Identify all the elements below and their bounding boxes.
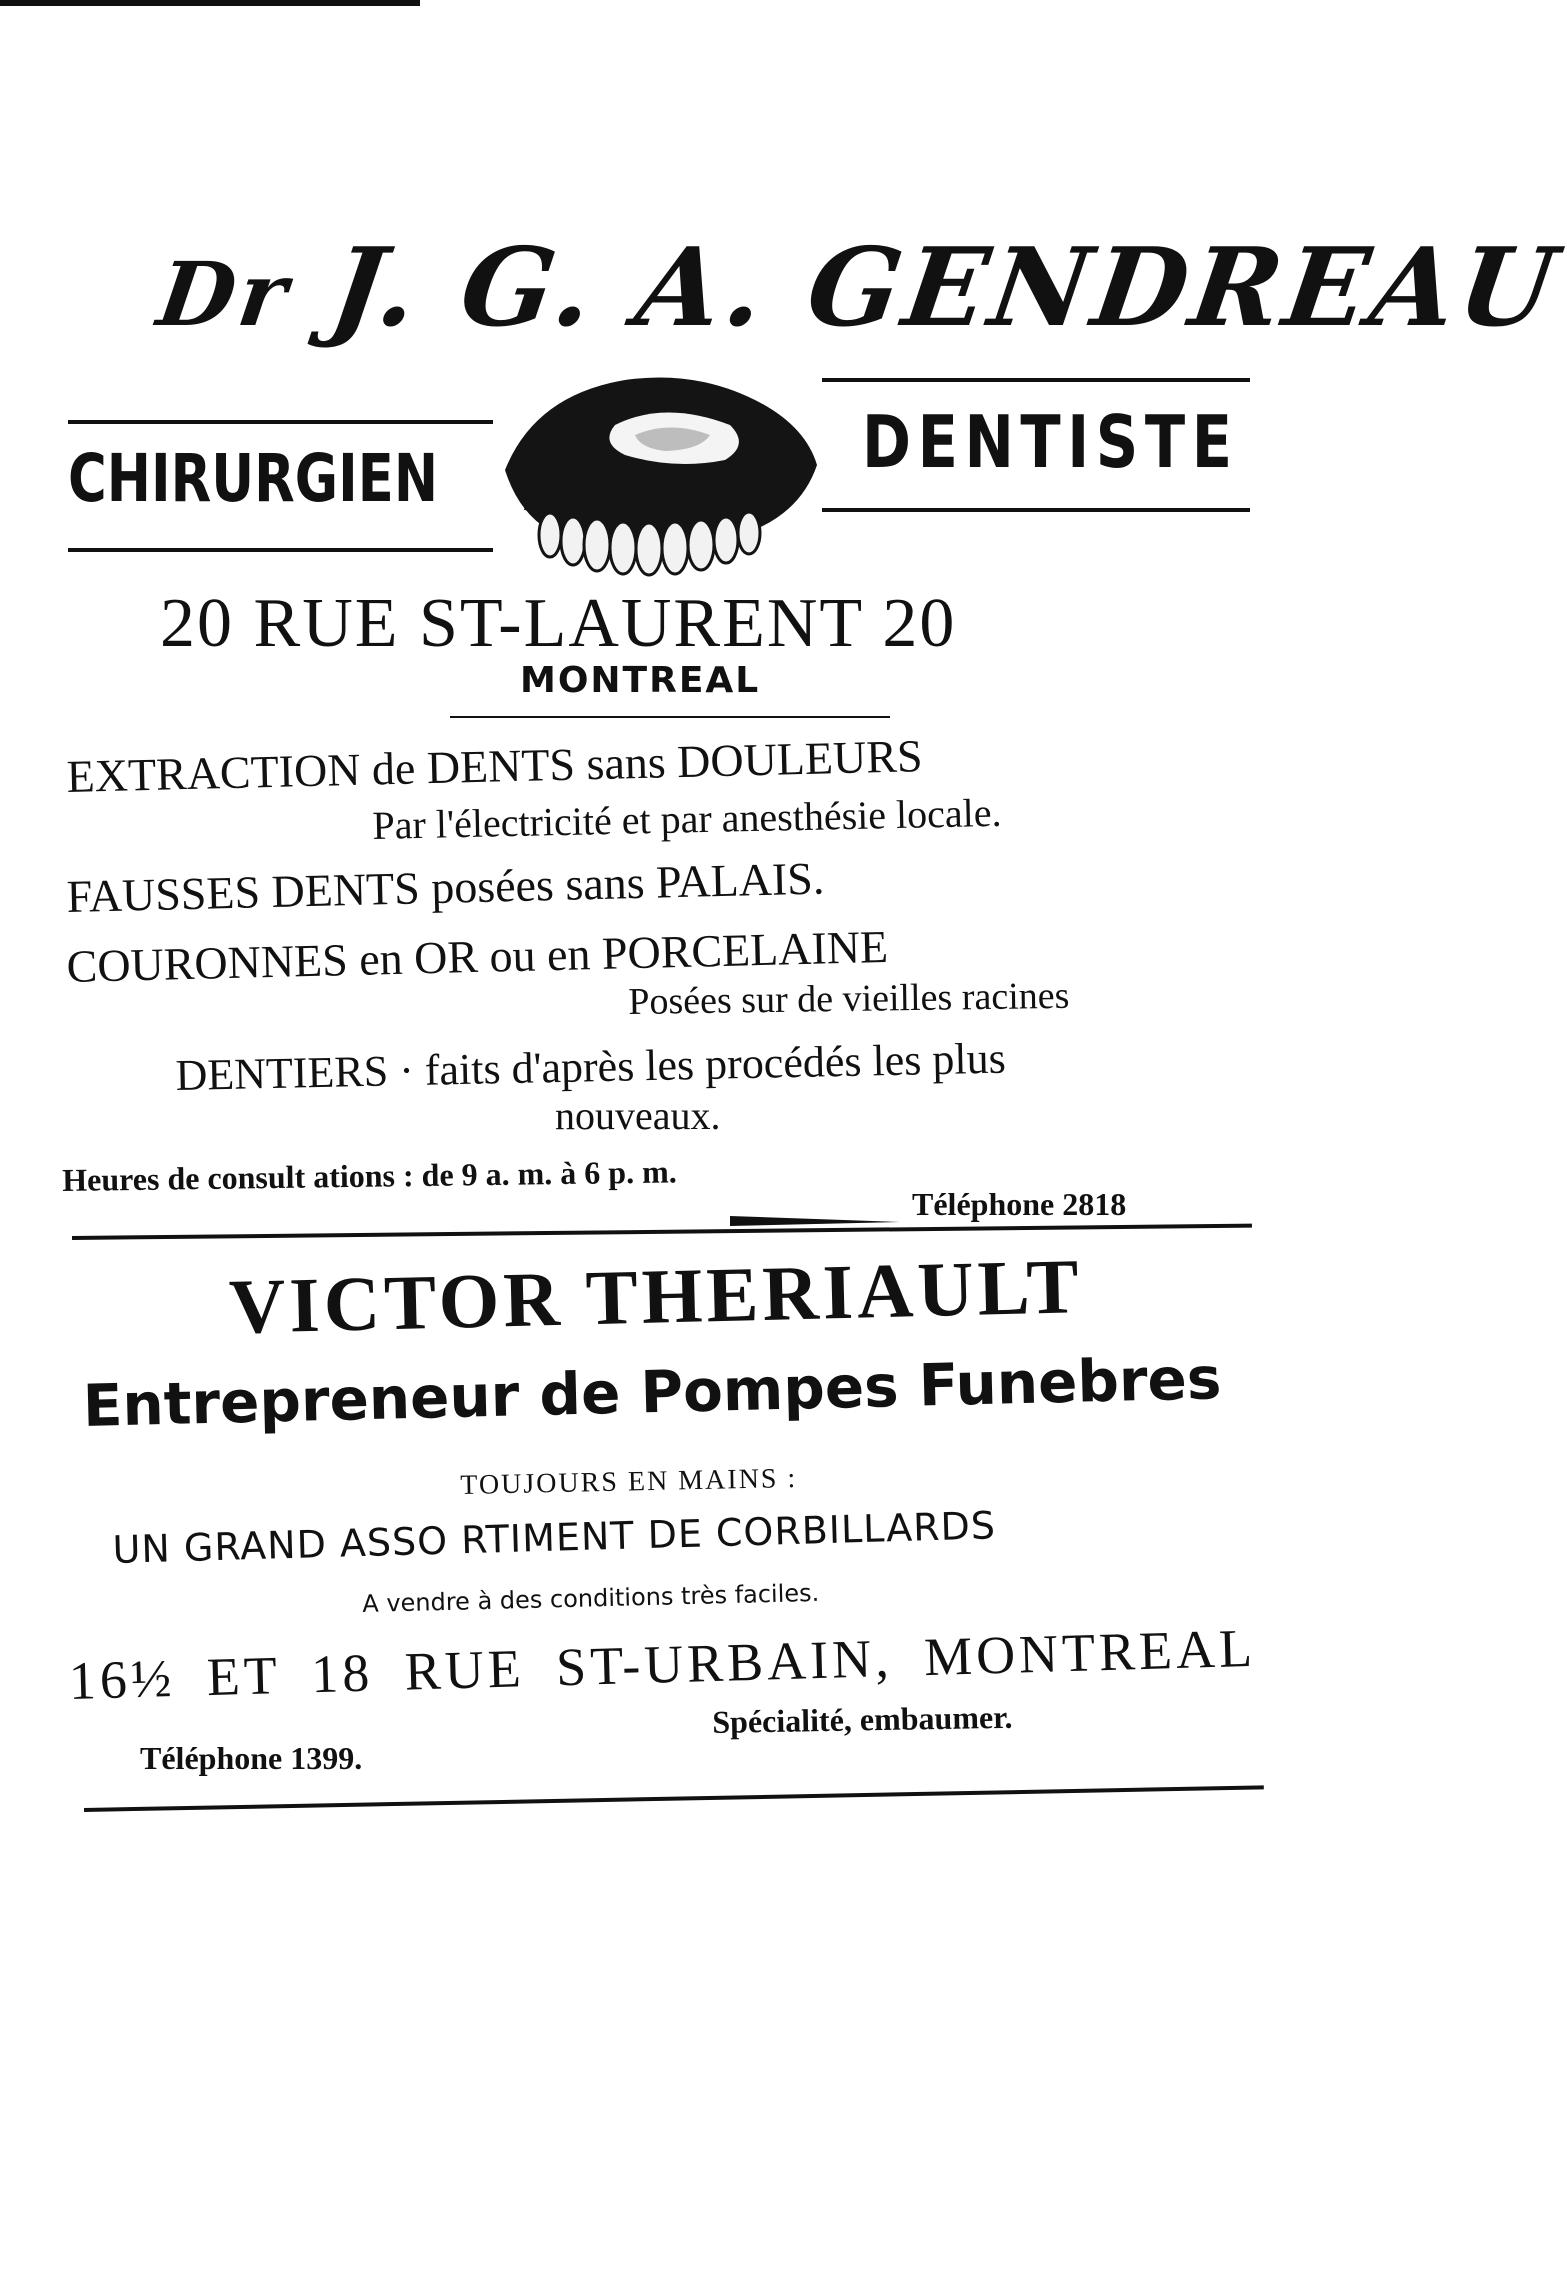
- rule-right-bottom: [822, 508, 1250, 512]
- dentures-icon: [495, 355, 825, 580]
- undertaker-specialty: Spécialité, embaumer.: [712, 1698, 1013, 1740]
- sale-conditions: A vendre à des conditions très faciles.: [362, 1578, 820, 1618]
- undertaker-name: VICTOR THERIAULT: [228, 1242, 1084, 1350]
- dentist-name: J. G. A. GENDREAU: [323, 225, 1567, 351]
- always-in-stock: TOUJOURS EN MAINS :: [460, 1462, 798, 1501]
- service-dentures: DENTIERS · faits d'après les procédés les plus: [175, 1033, 1007, 1100]
- name-prefix: Dr: [151, 242, 298, 346]
- service-dentures-detail: nouveaux.: [555, 1093, 721, 1138]
- dentist-name-line: [151, 225, 1566, 351]
- bottom-rule: [84, 1785, 1264, 1812]
- service-extraction-detail: Par l'électricité et par anesthésie locale.: [372, 789, 1002, 848]
- rule-after-city: [450, 716, 890, 718]
- service-false-teeth: FAUSSES DENTS posées sans PALAIS.: [66, 852, 825, 922]
- separator-rule: [72, 1224, 1252, 1240]
- scan-edge-mark: [0, 0, 420, 6]
- dentist-phone: Téléphone 2818: [912, 1186, 1127, 1222]
- dentist-address: 20 RUE ST-LAURENT 20: [160, 585, 957, 662]
- rule-right-top: [822, 378, 1250, 382]
- rule-left-bottom: [68, 548, 493, 552]
- undertaker-phone: Téléphone 1399.: [140, 1740, 363, 1776]
- rule-left-top: [68, 420, 493, 424]
- service-crowns: COURONNES en OR ou en PORCELAINE: [66, 920, 889, 992]
- title-chirurgien: CHIRURGIEN: [68, 440, 439, 517]
- service-extraction: EXTRACTION de DENTS sans DOULEURS: [66, 730, 924, 802]
- hearse-assortment: UN GRAND ASSO RTIMENT DE CORBILLARDS: [112, 1503, 997, 1572]
- undertaker-profession: Entrepreneur de Pompes Funebres: [82, 1344, 1223, 1440]
- dentist-city: MONTREAL: [520, 660, 761, 701]
- undertaker-address: 16½ ET 18 RUE ST-URBAIN, MONTREAL: [68, 1617, 1257, 1711]
- service-crowns-detail: Posées sur de vieilles racines: [628, 974, 1070, 1023]
- consultation-hours: Heures de consult ations : de 9 a. m. à 6 p. m.: [62, 1153, 677, 1198]
- title-dentiste: DENTISTE: [862, 400, 1239, 484]
